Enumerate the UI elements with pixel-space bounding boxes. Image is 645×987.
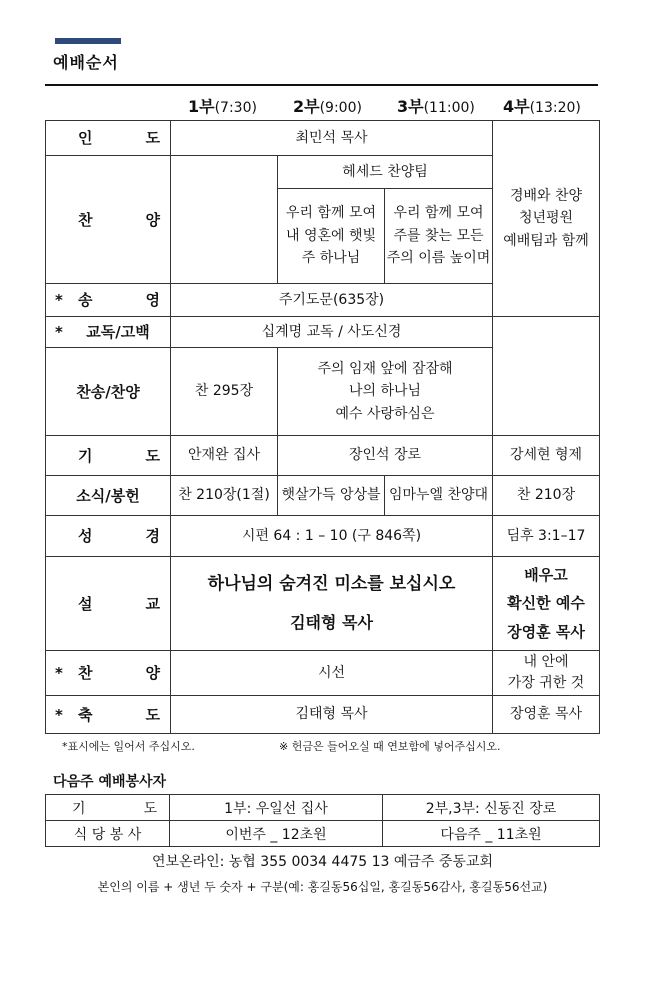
label-praise: 찬 양 (46, 156, 171, 284)
sermon-service-4: 배우고 확신한 예수 장영훈 목사 (493, 557, 600, 651)
label-prayer: 기 도 (46, 436, 171, 476)
scripture-service-4: 딤후 3:1–17 (493, 516, 600, 557)
label-doxology: * 송 영 (46, 284, 171, 317)
label-invocation: 인 도 (46, 121, 171, 156)
row-prayer (46, 436, 600, 476)
benediction-value: 김태형 목사 (171, 696, 493, 734)
section-title-bar (55, 38, 121, 44)
row-invocation (46, 121, 600, 156)
row-sermon (46, 557, 600, 651)
hymn-service-4 (493, 348, 600, 436)
prayer-service-23: 장인석 장로 (278, 436, 493, 476)
offering-name-format-note: 본인의 이름 + 생년 두 숫자 + 구분(예: 홍길동56십일, 홍길동56감사, 홍길동56선교) (97, 880, 548, 894)
prayer-service-4: 강세현 형제 (493, 436, 600, 476)
next-week-table (45, 794, 600, 847)
confession-value: 십계명 교독 / 사도신경 (171, 317, 493, 348)
row-offering (46, 476, 600, 516)
next-label-prayer: 기 도 (46, 795, 170, 821)
label-praise-2: * 찬 양 (46, 651, 171, 696)
offering-service-2: 햇살가득 앙상블 (278, 476, 385, 516)
next-prayer-right: 2부,3부: 신동진 장로 (383, 795, 600, 821)
row-praise-2 (46, 651, 600, 696)
service-1-heading: 1부(7:30) (188, 97, 257, 116)
label-confession: * 교독/고백 (46, 317, 171, 348)
row-confession (46, 317, 600, 348)
next-kitchen-left: 이번주 _ 12초원 (170, 821, 383, 847)
next-week-title: 다음주 예배봉사자 (53, 774, 167, 790)
service-3-heading: 3부(11:00) (397, 97, 475, 116)
invocation-leader: 최민석 목사 (171, 121, 493, 156)
row-hymn (46, 348, 600, 436)
label-scripture: 성 경 (46, 516, 171, 557)
section-title: 예배순서 (53, 53, 119, 72)
label-benediction: * 축 도 (46, 696, 171, 734)
next-row-prayer (46, 795, 600, 821)
next-row-kitchen (46, 821, 600, 847)
scripture-value: 시편 64 : 1 – 10 (구 846쪽) (171, 516, 493, 557)
label-sermon: 설 교 (46, 557, 171, 651)
row-benediction (46, 696, 600, 734)
sermon-title: 하나님의 숨겨진 미소를 보십시오 (207, 574, 456, 595)
offering-service-1: 찬 210장(1절) (171, 476, 278, 516)
hymn-service-1: 찬 295장 (171, 348, 278, 436)
header-rule (45, 84, 598, 86)
service-4-heading: 4부(13:20) (503, 97, 581, 116)
label-hymn: 찬송/찬양 (46, 348, 171, 436)
worship-order-table (45, 120, 600, 734)
next-kitchen-right: 다음주 _ 11초원 (383, 821, 600, 847)
praise-2-service-4: 내 안에 가장 귀한 것 (493, 651, 600, 696)
next-label-kitchen: 식 당 봉 사 (46, 821, 170, 847)
service-2-heading: 2부(9:00) (293, 97, 362, 116)
praise-service-1 (171, 156, 278, 284)
sermon-main (171, 557, 493, 651)
online-offering-info: 연보온라인: 농협 355 0034 4475 13 예금주 중동교회 (152, 854, 493, 870)
standing-note: *표시에는 일어서 주십시오. (62, 740, 195, 753)
doxology-value: 주기도문(635장) (171, 284, 493, 317)
offering-note: ※ 헌금은 들어오실 때 연보함에 넣어주십시오. (279, 740, 501, 753)
benediction-service-4: 장영훈 목사 (493, 696, 600, 734)
praise-song-3: 우리 함께 모여 주를 찾는 모든 주의 이름 높이며 (385, 189, 493, 284)
next-prayer-left: 1부: 우일선 집사 (170, 795, 383, 821)
praise-choir: 헤세드 찬양팀 (278, 156, 493, 189)
prayer-service-1: 안재완 집사 (171, 436, 278, 476)
offering-service-3: 임마누엘 찬양대 (385, 476, 493, 516)
offering-service-4: 찬 210장 (493, 476, 600, 516)
label-offering: 소식/봉헌 (46, 476, 171, 516)
praise-team-4: 경배와 찬양 청년평원 예배팀과 함께 (493, 121, 600, 317)
hymn-songs: 주의 임재 앞에 잠잠해 나의 하나님 예수 사랑하심은 (278, 348, 493, 436)
confession-service-4 (493, 317, 600, 348)
sermon-preacher: 김태형 목사 (290, 613, 373, 633)
praise-song-2: 우리 함께 모여 내 영혼에 햇빛 주 하나님 (278, 189, 385, 284)
praise-2-value: 시선 (171, 651, 493, 696)
row-scripture (46, 516, 600, 557)
